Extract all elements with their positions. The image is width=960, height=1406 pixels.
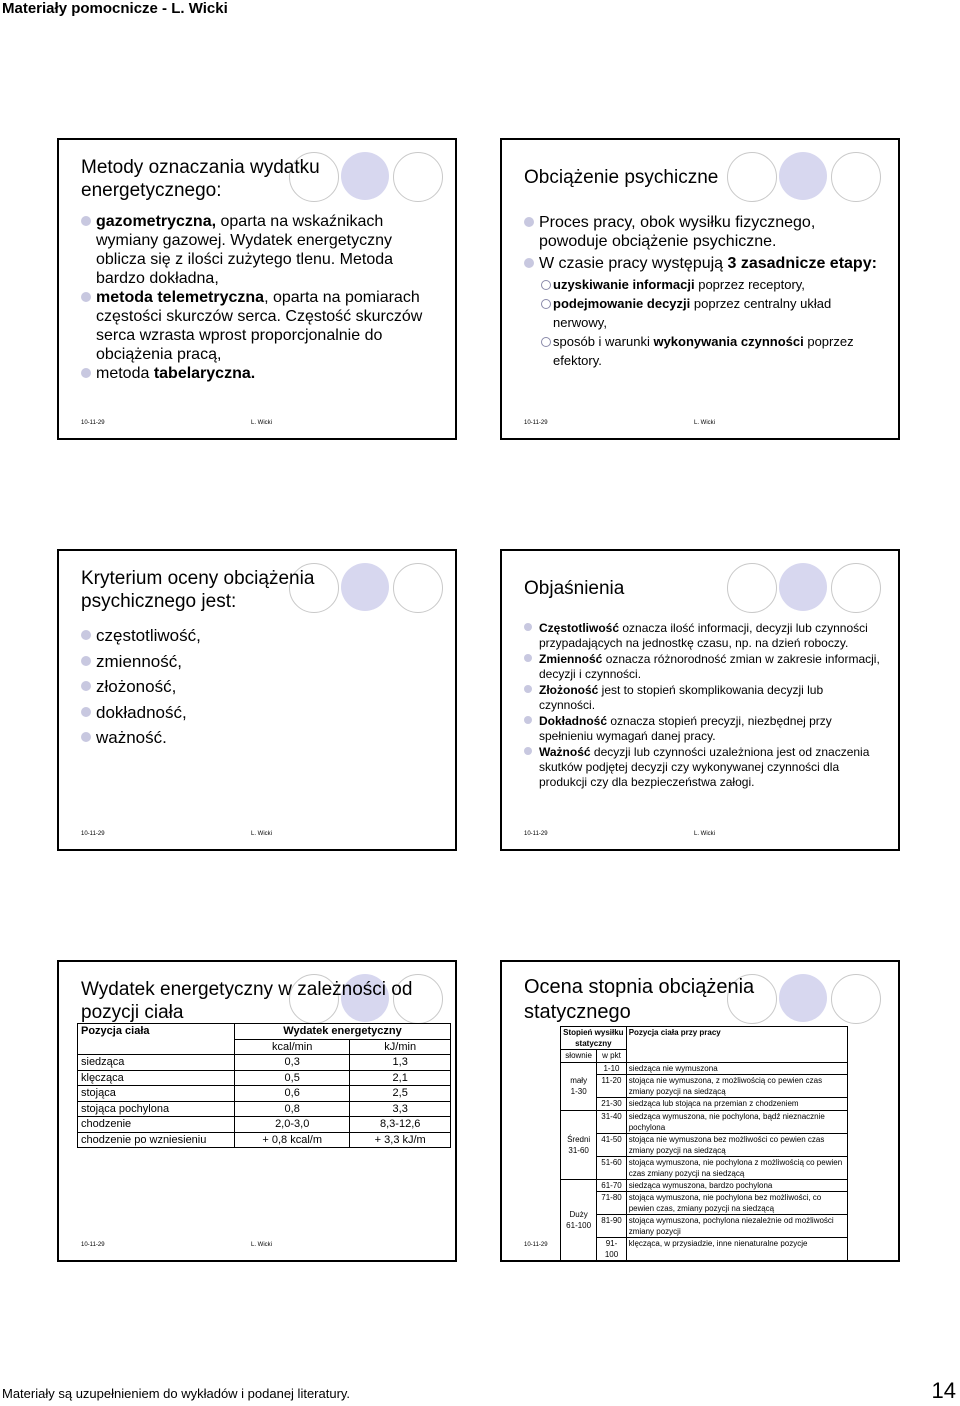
- page-number: 14: [931, 1378, 956, 1403]
- list-item: złożoność,: [81, 674, 437, 700]
- slide-author: L. Wicki: [694, 831, 715, 837]
- slide-title: Ocena stopnia obciążenia statycznego: [524, 976, 755, 1023]
- list-item: dokładność,: [81, 700, 437, 726]
- table-row: 21-30 siedząca lub stojąca na przemian z chodzeniem: [561, 1098, 848, 1111]
- slide-date: 10-11-29: [81, 1242, 105, 1248]
- table-header-row: Pozycja ciała Wydatek energetyczny: [78, 1024, 451, 1040]
- table-row: 91-100 klęcząca, w przysiadzie, inne nienaturalne pozycje: [561, 1238, 848, 1261]
- energy-table: [77, 1023, 451, 1148]
- slide-mental-load: [500, 138, 900, 440]
- table-row: mały 1-30 1-10 siedząca nie wymuszona: [561, 1062, 848, 1075]
- list-item: Ważność decyzji lub czynności uzależniona jest od znaczenia skutków podjętej decyzji czy wykonywanej czynności dla produkcji czy dla bezpieczeństwa załogi.: [524, 745, 880, 790]
- slide-explanations: [500, 549, 900, 851]
- table-header-row: słownie w pkt: [561, 1050, 848, 1063]
- list-item: Dokładność oznacza stopień precyzji, niezbędnej przy spełnieniu wymagań danej pracy.: [524, 714, 880, 744]
- table-header-row: Stopień wysiłku statyczny Pozycja ciała przy pracy: [561, 1027, 848, 1050]
- table-row: stojąca pochylona 0,8 3,3: [78, 1101, 451, 1117]
- slide-date: 10-11-29: [524, 420, 548, 426]
- slide-author: L. Wicki: [251, 1242, 272, 1248]
- table-row: chodzenie 2,0-3,0 8,3-12,6: [78, 1117, 451, 1133]
- list-item: Złożoność jest to stopień skomplikowania decyzji lub czynności.: [524, 683, 880, 713]
- slide-date: 10-11-29: [524, 831, 548, 837]
- table-row: stojąca 0,6 2,5: [78, 1086, 451, 1102]
- slide-energy-methods: [57, 138, 457, 440]
- slide-body: [81, 623, 437, 751]
- table-row: Duży 61-100 61-70 siedząca wymuszona, bardzo pochylona: [561, 1179, 848, 1192]
- slide-date: 10-11-29: [81, 420, 105, 426]
- list-item: metoda telemetryczna, oparta na pomiarach częstości skurczów serca. Częstość skurczów serca wzrasta wprost proporcjonalnie do obciążenia pracą,: [81, 288, 437, 364]
- slide-title: Obciążenie psychiczne: [524, 167, 719, 188]
- slide-date: 10-11-29: [81, 831, 105, 837]
- table-row: siedząca 0,3 1,3: [78, 1055, 451, 1071]
- table-header-row: kcal/min kJ/min: [78, 1039, 451, 1055]
- slide-title: Wydatek energetyczny w zależności od pozycji ciała: [81, 979, 413, 1023]
- slide-criteria: [57, 549, 457, 851]
- slide-energy-table: [57, 960, 457, 1262]
- list-item: Proces pracy, obok wysiłku fizycznego, powoduje obciążenie psychiczne.: [524, 213, 880, 251]
- footer-note: Materiały są uzupełnieniem do wykładów i podanej literatury.: [2, 1386, 351, 1401]
- slide-static-load: [500, 960, 900, 1262]
- slide-body: [524, 213, 880, 370]
- list-item: Częstotliwość oznacza ilość informacji, decyzji lub czynności przypadających na jednostkę czasu, np. na dzień roboczy.: [524, 621, 880, 651]
- slide-author: L. Wicki: [251, 420, 272, 426]
- table-row: klęcząca 0,5 2,1: [78, 1070, 451, 1086]
- slide-title: Metody oznaczania wydatku energetycznego:: [81, 157, 320, 201]
- static-load-table: Stopień wysiłku statyczny Pozycja ciała przy pracy słownie w pkt mały 1-30 1-10 siedząca nie wymuszona 11-20 stojąca nie wymuszona, z możliwością co pewien czas zmiany pozycji na siedzącą 21-30 siedząca lub stojąca na przemian z chodzeniem Średni 31-60 31-40 siedząca wymuszona, nie pochylona, bądź nieznacznie pochylona 41-50 stojąca nie wymuszona bez możliwości co pewien czas zmiany pozycji na siedzącą 51-60 stojąca wymuszona, nie pochylona z możliwością co pewien czas zmiany pozycji na siedzącą Duży 61-100 61-70 siedząca wymuszona, bardzo pochylona 71-80 stojąca wymuszona, nie pochylona bez możliwości, co pewien czas, zmiany pozycji na siedzącą 81-90 stojąca wymuszona, pochylona niezależnie od możliwości zmiany pozycji 91-100 klęcząca, w przysiadzie, inne nienaturalne pozycje: [560, 1026, 848, 1261]
- slide-title: Kryterium oceny obciążenia psychicznego jest:: [81, 568, 315, 612]
- slide-author: L. Wicki: [251, 831, 272, 837]
- list-item: częstotliwość,: [81, 623, 437, 649]
- table-row: chodzenie po wzniesieniu + 0,8 kcal/m + 3,3 kJ/m: [78, 1132, 451, 1148]
- slide-body: [81, 212, 437, 383]
- list-item: zmienność,: [81, 649, 437, 675]
- slide-body: [524, 621, 880, 791]
- sub-list-item: sposób i warunki wykonywania czynności poprzez efektory.: [541, 332, 880, 370]
- list-item: metoda tabelaryczna.: [81, 364, 437, 383]
- page-header: Materiały pomocnicze - L. Wicki: [2, 0, 228, 17]
- slide-title: Objaśnienia: [524, 578, 625, 599]
- slide-author: L. Wicki: [694, 420, 715, 426]
- list-item: ważność.: [81, 725, 437, 751]
- list-item: gazometryczna, oparta na wskaźnikach wymiany gazowej. Wydatek energetyczny oblicza się z ilości zużytego tlenu. Metoda bardzo dokładna,: [81, 212, 437, 288]
- list-item: Zmienność oznacza różnorodność zmian w zakresie informacji, decyzji i czynności.: [524, 652, 880, 682]
- list-item: W czasie pracy występują 3 zasadnicze etapy:: [524, 254, 880, 273]
- sub-list-item: podejmowanie decyzji poprzez centralny układ nerwowy,: [541, 294, 880, 332]
- sub-list-item: uzyskiwanie informacji poprzez receptory,: [541, 275, 880, 294]
- slide-date: 10-11-29: [524, 1242, 548, 1248]
